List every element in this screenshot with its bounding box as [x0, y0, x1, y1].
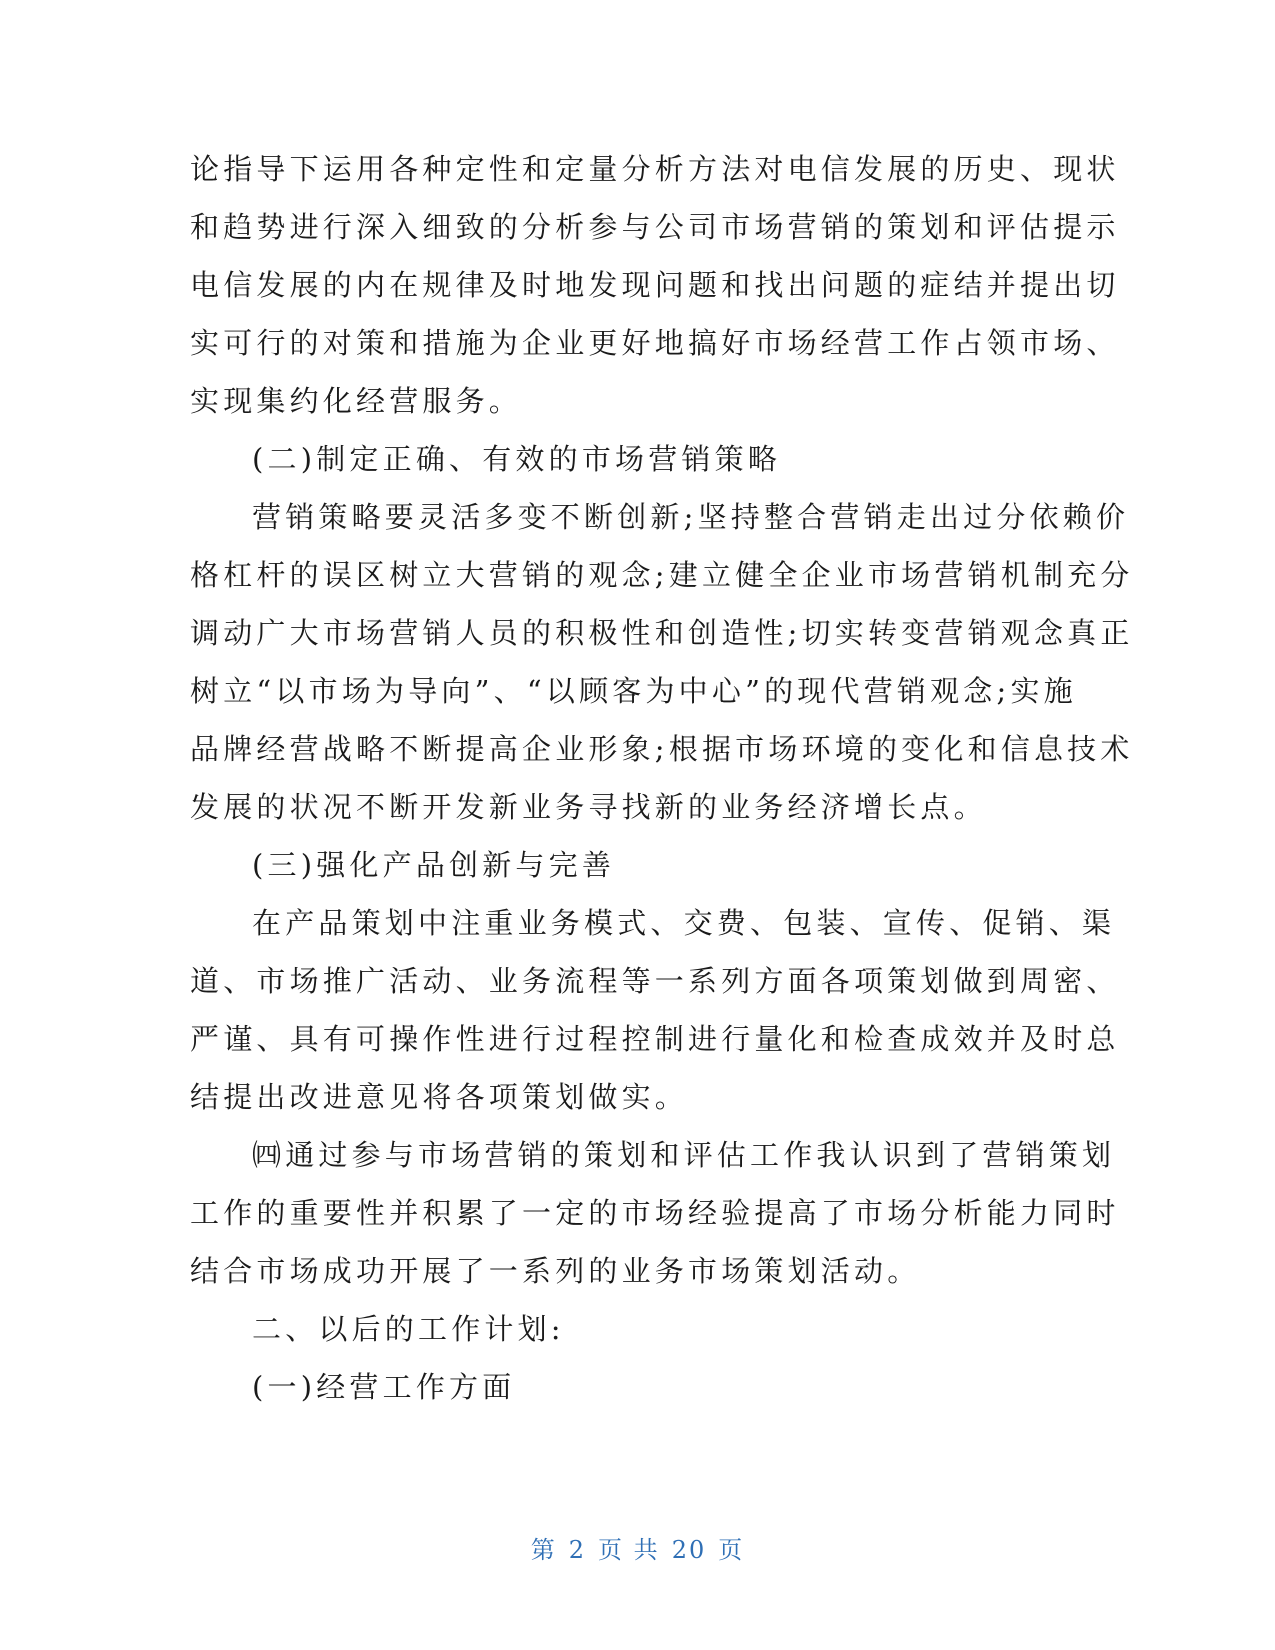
total-page-count: 20	[671, 1536, 707, 1564]
paragraph-line: 品牌经营战略不断提高企业形象;根据市场环境的变化和信息技术	[190, 732, 1134, 766]
paragraph-line: 道、市场推广活动、业务流程等一系列方面各项策划做到周密、	[190, 964, 1120, 998]
section-heading: 二、以后的工作计划:	[252, 1312, 565, 1346]
paragraph-line: 营销策略要灵活多变不断创新;坚持整合营销走出过分依赖价	[252, 500, 1130, 534]
current-page-number: 2	[568, 1536, 587, 1564]
paragraph-line: 树立“以市场为导向”、“以顾客为中心”的现代营销观念;实施	[190, 674, 1077, 708]
page-footer	[0, 1530, 1275, 1565]
paragraph-line: 严谨、具有可操作性进行过程控制进行量化和检查成效并及时总	[190, 1022, 1120, 1056]
paragraph-line: 论指导下运用各种定性和定量分析方法对电信发展的历史、现状	[190, 152, 1120, 186]
paragraph-line: 调动广大市场营销人员的积极性和创造性;切实转变营销观念真正	[190, 616, 1134, 650]
document-body	[190, 140, 1134, 1416]
paragraph-line: 发展的状况不断开发新业务寻找新的业务经济增长点。	[190, 790, 987, 824]
section-heading: (一)经营工作方面	[252, 1370, 516, 1404]
paragraph-line: 结合市场成功开展了一系列的业务市场策划活动。	[190, 1254, 921, 1288]
paragraph-line: 实可行的对策和措施为企业更好地搞好市场经营工作占领市场、	[190, 326, 1120, 360]
paragraph-line: 在产品策划中注重业务模式、交费、包装、宣传、促销、渠	[252, 906, 1116, 940]
section-heading: (三)强化产品创新与完善	[252, 848, 616, 882]
paragraph-line: 电信发展的内在规律及时地发现问题和找出问题的症结并提出切	[190, 268, 1120, 302]
footer-suffix: 页	[718, 1536, 745, 1564]
paragraph-line: 工作的重要性并积累了一定的市场经验提高了市场分析能力同时	[190, 1196, 1120, 1230]
paragraph-line: ㈣通过参与市场营销的策划和评估工作我认识到了营销策划	[252, 1138, 1116, 1172]
paragraph-line: 结提出改进意见将各项策划做实。	[190, 1080, 689, 1114]
paragraph-line: 格杠杆的误区树立大营销的观念;建立健全企业市场营销机制充分	[190, 558, 1134, 592]
paragraph-line: 实现集约化经营服务。	[190, 384, 523, 418]
footer-prefix: 第	[530, 1536, 557, 1564]
section-heading: (二)制定正确、有效的市场营销策略	[252, 442, 782, 476]
paragraph-line: 和趋势进行深入细致的分析参与公司市场营销的策划和评估提示	[190, 210, 1120, 244]
footer-mid: 页 共	[598, 1536, 660, 1564]
